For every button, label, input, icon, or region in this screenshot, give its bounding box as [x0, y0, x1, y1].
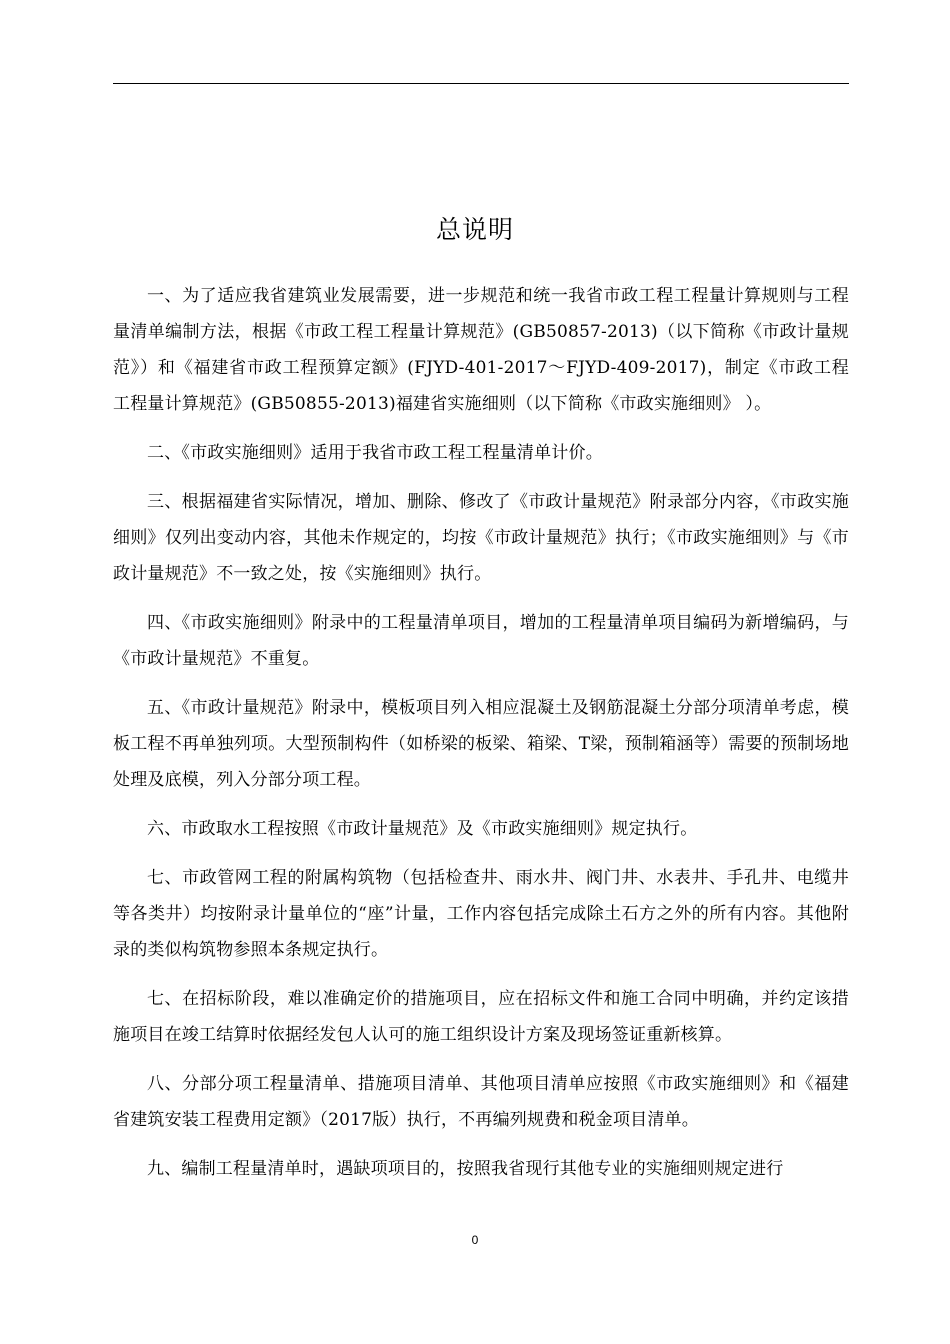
paragraph-4: 四、《市政实施细则》附录中的工程量清单项目，增加的工程量清单项目编码为新增编码，与《市政计量规范》不重复。: [113, 613, 849, 669]
paragraph-10: 九、编制工程量清单时，遇缺项项目的，按照我省现行其他专业的实施细则规定进行: [147, 1159, 784, 1179]
page-title: 总说明: [435, 215, 514, 244]
paragraph-6: 六、市政取水工程按照《市政计量规范》及《市政实施细则》规定执行。: [147, 819, 698, 839]
paragraph-9: 八、分部分项工程量清单、措施项目清单、其他项目清单应按照《市政实施细则》和《福建省建筑安装工程费用定额》（2017版）执行，不再编列规费和税金项目清单。: [113, 1074, 849, 1130]
paragraph-5: 五、《市政计量规范》附录中，模板项目列入相应混凝土及钢筋混凝土分部分项清单考虑，模板工程不再单独列项。大型预制构件（如桥梁的板梁、箱梁、T梁，预制箱涵等）需要的预制场地处理及底模，列入分部分项工程。: [113, 698, 849, 790]
paragraph-3: 三、根据福建省实际情况，增加、删除、修改了《市政计量规范》附录部分内容，《市政实施细则》仅列出变动内容，其他未作规定的，均按《市政计量规范》执行；《市政实施细则》与《市政计量规范》不一致之处，按《实施细则》执行。: [113, 492, 849, 584]
paragraph-1: 一、为了适应我省建筑业发展需要，进一步规范和统一我省市政工程工程量计算规则与工程量清单编制方法，根据《市政工程工程量计算规范》(GB50857-2013)（以下简称《市政计量规范》）和《福建省市政工程预算定额》(FJYD-401-2017～FJYD-409-2017)，制定《市政工程工程量计算规范》(GB50855-2013)福建省实施细则（以下简称《市政实施细则》 ）。: [113, 286, 849, 414]
paragraph-8: 七、在招标阶段，难以准确定价的措施项目，应在招标文件和施工合同中明确，并约定该措施项目在竣工结算时依据经发包人认可的施工组织设计方案及现场签证重新核算。: [113, 989, 849, 1045]
paragraph-2: 二、《市政实施细则》适用于我省市政工程工程量清单计价。: [147, 443, 603, 463]
header-rule: [113, 83, 849, 84]
document-body: [113, 278, 849, 1200]
paragraph-7: 七、市政管网工程的附属构筑物（包括检查井、雨水井、阀门井、水表井、手孔井、电缆井等各类井）均按附录计量单位的“座”计量，工作内容包括完成除土石方之外的所有内容。其他附录的类似构筑物参照本条规定执行。: [113, 868, 849, 960]
page-number: 0: [471, 1233, 479, 1247]
